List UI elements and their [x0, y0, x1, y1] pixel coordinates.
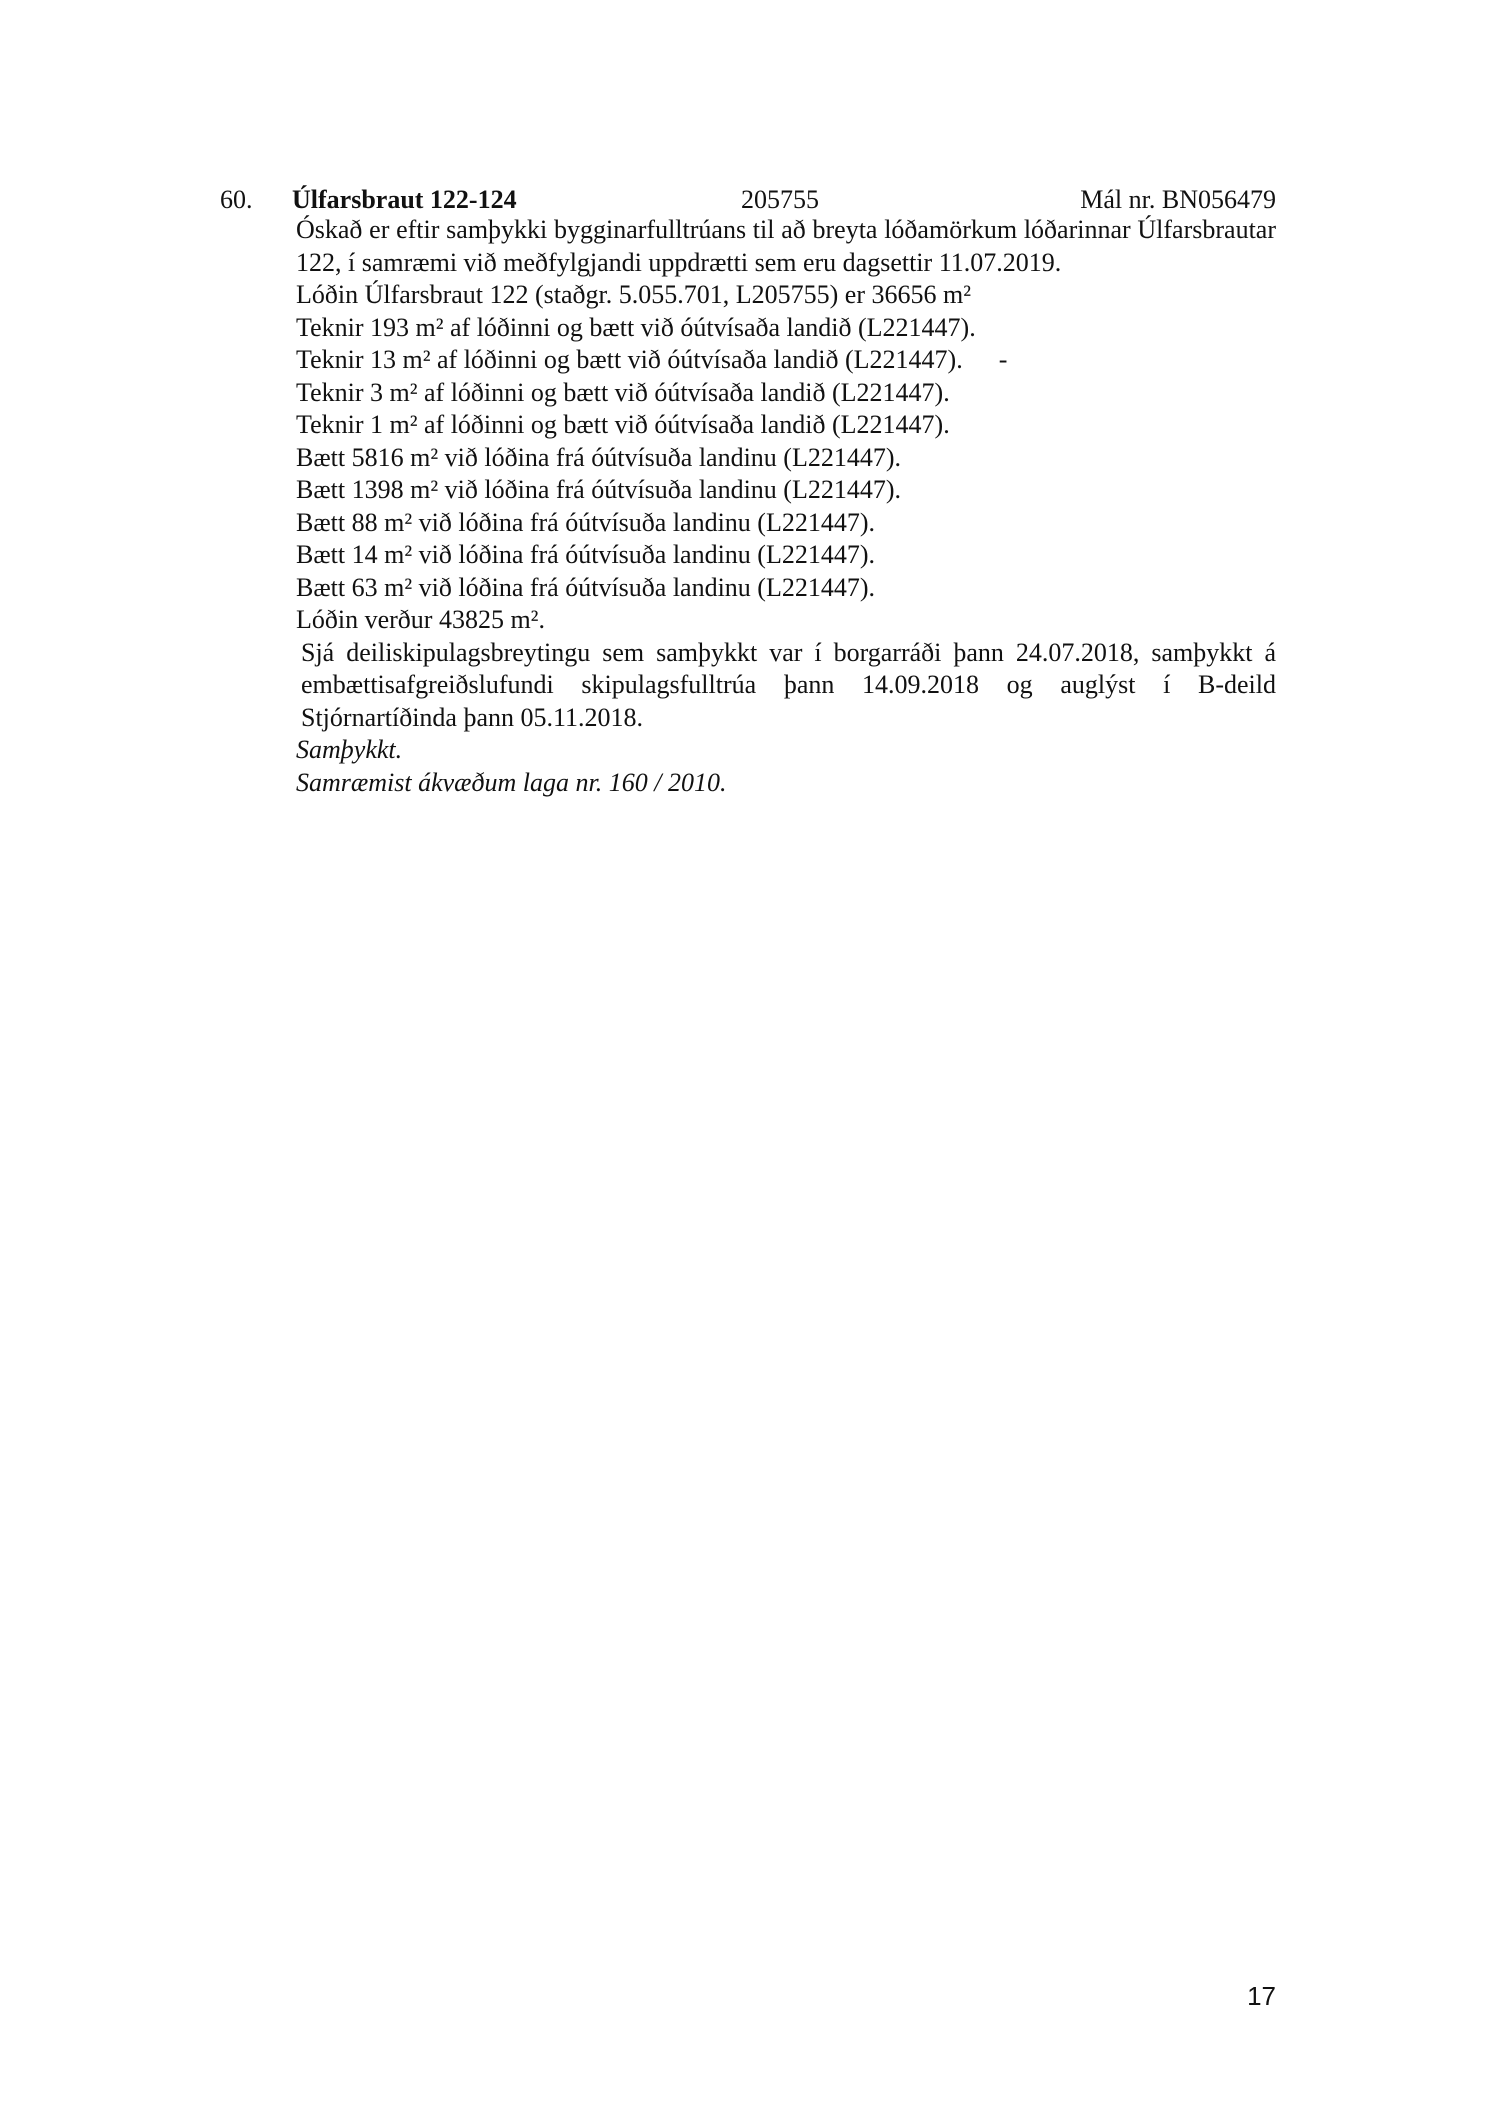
property-id: 205755 — [741, 185, 819, 214]
lot-change-line: Bætt 5816 m² við lóðina frá óútvísuða landinu (L221447). — [296, 442, 902, 472]
case-number: Mál nr. BN056479 — [1080, 185, 1276, 214]
lot-change-line: Teknir 3 m² af lóðinni og bætt við óútvísaða landið (L221447). — [296, 377, 950, 407]
trailing-dash: - — [998, 345, 1008, 374]
item-title: Úlfarsbraut 122-124 — [292, 185, 517, 214]
lot-change-text: Teknir 13 m² af lóðinni og bætt við óútvísaða landið (L221447). — [296, 345, 963, 374]
resulting-lot-size-line: Lóðin verður 43825 m². — [296, 605, 545, 634]
lot-change-line: Bætt 14 m² við lóðina frá óútvísuða landinu (L221447). — [296, 540, 876, 569]
request-paragraph: Óskað er eftir samþykki bygginarfulltrúans til að breyta lóðamörkum lóðarinnar Úlfarsbrautar 122, í samræmi við meðfylgjandi uppdrætti sem eru dagsettir 11.07.2019. — [296, 215, 1276, 277]
decision-text: Samþykkt. — [296, 735, 403, 764]
lot-change-line: Bætt 1398 m² við lóðina frá óútvísuða landinu (L221447). — [296, 475, 902, 504]
lot-size-line: Lóðin Úlfarsbraut 122 (staðgr. 5.055.701, L205755) er 36656 m² — [296, 280, 972, 309]
item-body — [296, 214, 1276, 799]
lot-change-line: Teknir 193 m² af lóðinni og bætt við óútvísaða landið (L221447). — [296, 312, 976, 342]
legal-note: Samræmist ákvæðum laga nr. 160 / 2010. — [296, 767, 727, 797]
reference-paragraph: Sjá deiliskipulagsbreytingu sem samþykkt var í borgarráði þann 24.07.2018, samþykkt á embættisafgreiðslufundi skipulagsfulltrúa þann 14.09.2018 og auglýst í B-deild Stjórnartíðinda þann 05.11.2018. — [301, 637, 1276, 732]
lot-change-line — [296, 344, 1276, 377]
lot-change-line: Bætt 88 m² við lóðina frá óútvísuða landinu (L221447). — [296, 507, 876, 537]
page-number: 17 — [1247, 1981, 1276, 2011]
agenda-item-header — [220, 182, 1276, 218]
item-number: 60. — [220, 185, 253, 214]
lot-change-line: Teknir 1 m² af lóðinni og bætt við óútvísaða landið (L221447). — [296, 410, 950, 439]
lot-changes-list — [296, 279, 1276, 637]
lot-change-line: Bætt 63 m² við lóðina frá óútvísuða landinu (L221447). — [296, 572, 876, 602]
